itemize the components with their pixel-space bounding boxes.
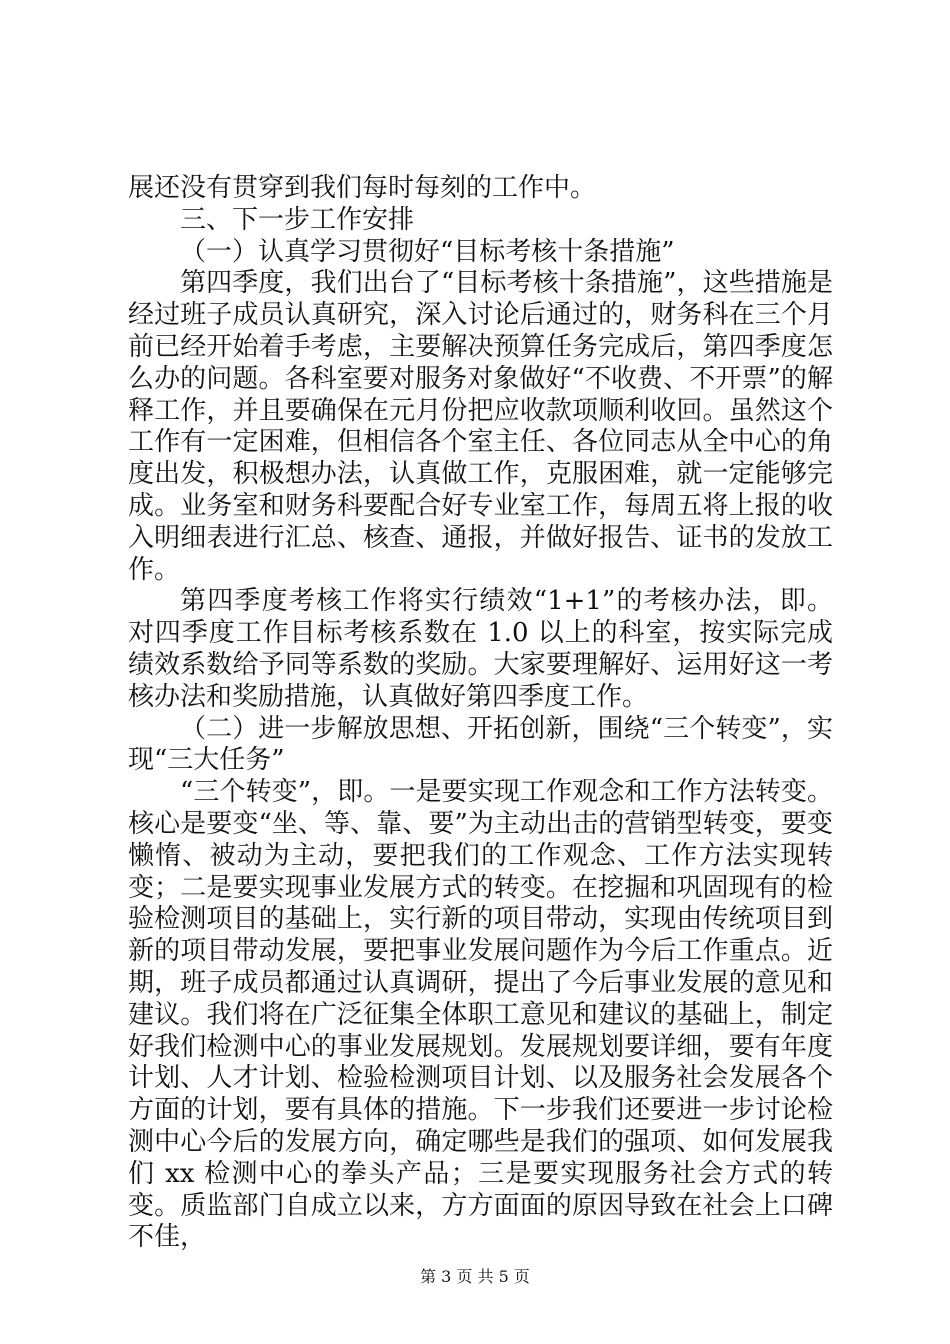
subsection-heading-1: （一）认真学习贯彻好“目标考核十条措施” xyxy=(180,236,675,267)
subsection-heading-2: （二）进一步解放思想、开拓创新，围绕“三个转变”，实现“三大任务” xyxy=(128,713,833,776)
document-body xyxy=(128,173,833,1254)
page-footer: 第 3 页 共 5 页 xyxy=(420,1267,530,1286)
paragraph-q4-assessment: 第四季度考核工作将实行绩效“1+1”的考核办法，即。对四季度工作目标考核系数在 1.0 以上的科室，按实际完成绩效系数给予同等系数的奖励。大家要理解好、运用好这一考核办法和奖励措施，认真做好第四季度工作。 xyxy=(128,586,833,712)
paragraph-continuation: 展还没有贯穿到我们每时每刻的工作中。 xyxy=(128,173,597,203)
section-heading: 三、下一步工作安排 xyxy=(180,204,415,235)
paragraph-target-assessment: 第四季度，我们出台了“目标考核十条措施”，这些措施是经过班子成员认真研究，深入讨论后通过的，财务科在三个月前已经开始着手考虑，主要解决预算任务完成后，第四季度怎么办的问题。各科室要对服务对象做好“不收费、不开票”的解释工作，并且要确保在元月份把应收款项顺利收回。虽然这个工作有一定困难，但相信各个室主任、各位同志从全中心的角度出发，积极想办法，认真做工作，克服困难，就一定能够完成。业务室和财务科要配合好专业室工作，每周五将上报的收入明细表进行汇总、核查、通报，并做好报告、证书的发放工作。 xyxy=(128,268,833,585)
paragraph-three-transformations: “三个转变”，即。一是要实现工作观念和工作方法转变。核心是要变“坐、等、靠、要”为主动出击的营销型转变，要变懒惰、被动为主动，要把我们的工作观念、工作方法实现转变；二是要实现事业发展方式的转变。在挖掘和巩固现有的检验检测项目的基础上，实行新的项目带动，实现由传统项目到新的项目带动发展，要把事业发展问题作为今后工作重点。近期，班子成员都通过认真调研，提出了今后事业发展的意见和建议。我们将在广泛征集全体职工意见和建议的基础上，制定好我们检测中心的事业发展规划。发展规划要详细，要有年度计划、人才计划、检验检测项目计划、以及服务社会发展各个方面的计划，要有具体的措施。下一步我们还要进一步讨论检测中心今后的发展方向，确定哪些是我们的强项、如何发展我们 xx 检测中心的拳头产品；三是要实现服务社会方式的转变。质监部门自成立以来，方方面面的原因导致在社会上口碑不佳， xyxy=(128,777,833,1253)
